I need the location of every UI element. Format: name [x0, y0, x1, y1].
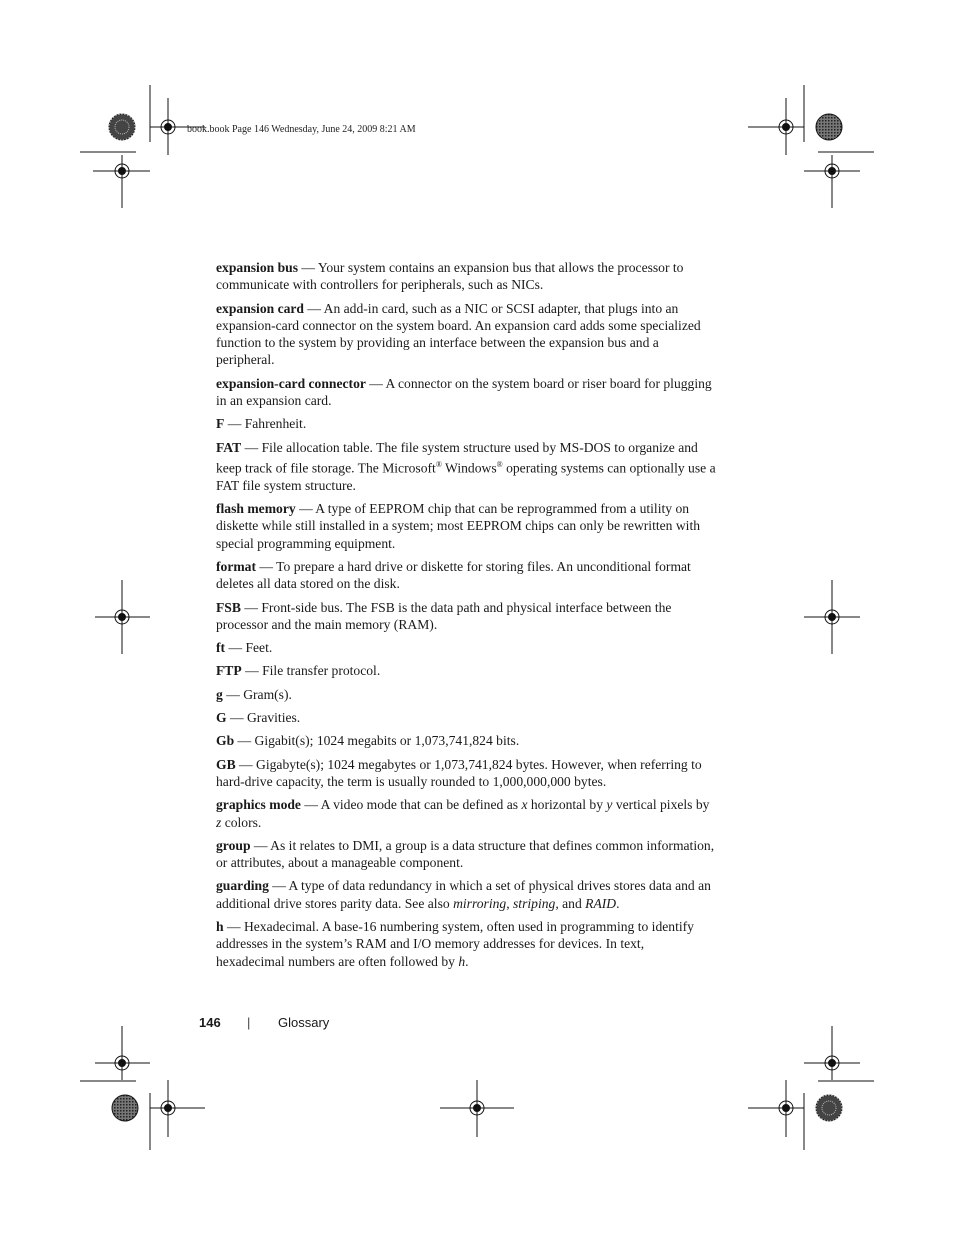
glossary-entry [216, 686, 716, 703]
glossary-definition: colors. [221, 814, 262, 830]
glossary-definition: — A video mode that can be defined as [300, 797, 522, 813]
glossary-entry [216, 599, 716, 634]
print-slug: book.book Page 146 Wednesday, June 24, 2009 8:21 AM [187, 124, 416, 135]
glossary-definition: . [616, 895, 620, 911]
glossary-term: expansion-card connector [216, 375, 366, 391]
glossary-entry [216, 500, 716, 552]
registration-disc-top-left [109, 114, 135, 140]
variable-x: x [521, 797, 528, 813]
glossary-term: expansion bus [216, 260, 298, 275]
glossary-term: expansion card [216, 300, 304, 316]
cross-reference: mirroring [453, 895, 507, 911]
variable-y: y [606, 797, 613, 813]
glossary-definition: — An add-in card, such as a NIC or SCSI adapter, that plugs into an expansion-card connector on the system board. An expansion card adds some specialized function to the system by providing an interface between the expansion bus and a peripheral. [216, 300, 701, 368]
glossary-entry [216, 877, 716, 912]
glossary-definition: — Gigabit(s); 1024 megabits or 1,073,741,824 bits. [234, 733, 520, 749]
registered-mark: ® [435, 459, 442, 469]
glossary-entry [216, 300, 716, 369]
glossary-definition: . [465, 953, 469, 969]
variable-z: z [216, 814, 222, 830]
glossary-definition: — File transfer protocol. [241, 663, 381, 679]
glossary-entry [216, 709, 716, 726]
glossary-entry [216, 918, 716, 970]
registered-mark: ® [496, 459, 503, 469]
glossary-definition: vertical pixels by [612, 797, 710, 813]
registration-disc-bottom-right [816, 1095, 842, 1121]
glossary-term: h [216, 919, 224, 935]
glossary-term: graphics mode [216, 797, 301, 813]
glossary-definition: — Your system contains an expansion bus that allows the processor to communicate with controllers for peripherals, such as NICs. [216, 260, 684, 293]
glossary-entry [216, 259, 716, 294]
suffix-h: h [458, 953, 466, 969]
glossary-term: group [216, 837, 251, 853]
glossary-definition: — Gigabyte(s); 1024 megabytes or 1,073,741,824 bytes. However, when referring to hard-drive capacity, the term is usually rounded to 1,000,000,000 bytes. [216, 756, 702, 789]
glossary-entry [216, 558, 716, 593]
glossary-entry [216, 796, 716, 831]
glossary-term: GB [216, 756, 236, 772]
glossary-term: Gb [216, 733, 235, 749]
glossary-term: format [216, 558, 257, 574]
glossary-term: FSB [216, 599, 241, 615]
glossary-definition: , and [555, 895, 586, 911]
glossary-entry [216, 415, 716, 432]
glossary-entry [216, 439, 716, 494]
glossary-term: ft [216, 640, 226, 656]
glossary-entry [216, 662, 716, 679]
glossary-term: flash memory [216, 501, 296, 517]
footer-separator: | [247, 1015, 251, 1030]
registration-disc-top-right [816, 114, 842, 140]
glossary-definition: operating systems can optionally use a FAT file system structure. [216, 460, 716, 493]
glossary-definition: — File allocation table. The file system structure used by MS-DOS to organize and keep track of file storage. The Microsoft [216, 439, 698, 476]
glossary-definition: — A type of EEPROM chip that can be reprogrammed from a utility on diskette while still installed in a system; most EEPROM chips can only be rewritten with special programming equipment. [216, 501, 701, 551]
glossary-entry [216, 375, 716, 410]
glossary-body [216, 259, 716, 976]
glossary-term: G [216, 710, 227, 726]
glossary-definition: — A connector on the system board or riser board for plugging in an expansion card. [216, 375, 712, 409]
glossary-definition: — To prepare a hard drive or diskette for storing files. An unconditional format deletes all data stored on the disk. [216, 558, 691, 592]
glossary-entry [216, 837, 716, 872]
glossary-definition: — A type of data redundancy in which a set of physical drives stores data and an additional drive stores parity data. See also [216, 878, 711, 911]
glossary-definition: — Front-side bus. The FSB is the data path and physical interface between the processor and the main memory (RAM). [216, 599, 672, 632]
glossary-term: FTP [216, 663, 242, 679]
glossary-term: guarding [216, 878, 269, 894]
page-footer [199, 1015, 330, 1030]
glossary-entry [216, 756, 716, 791]
glossary-definition: — As it relates to DMI, a group is a data structure that defines common information, or attributes, about a manageable component. [216, 837, 715, 871]
glossary-entry [216, 639, 716, 656]
glossary-definition: horizontal by [527, 797, 607, 813]
glossary-definition: Windows [441, 460, 497, 476]
glossary-definition: , [506, 895, 514, 911]
cross-reference: RAID [585, 895, 617, 911]
glossary-definition: — Gram(s). [222, 686, 292, 702]
glossary-definition: — Gravities. [226, 710, 301, 726]
cross-reference: striping [513, 895, 556, 911]
glossary-entry [216, 732, 716, 749]
glossary-term: g [216, 686, 223, 702]
page-number: 146 [199, 1015, 221, 1030]
glossary-term: F [216, 416, 225, 432]
glossary-definition: — Fahrenheit. [224, 416, 307, 432]
glossary-definition: — Hexadecimal. A base-16 numbering system, often used in programming to identify addresses in the system’s RAM and I/O memory addresses for devices. In text, hexadecimal numbers are often followed by [216, 919, 694, 969]
registration-disc-bottom-left [112, 1095, 138, 1121]
glossary-definition: — Feet. [225, 640, 273, 656]
glossary-term: FAT [216, 439, 242, 455]
section-title: Glossary [278, 1015, 330, 1030]
